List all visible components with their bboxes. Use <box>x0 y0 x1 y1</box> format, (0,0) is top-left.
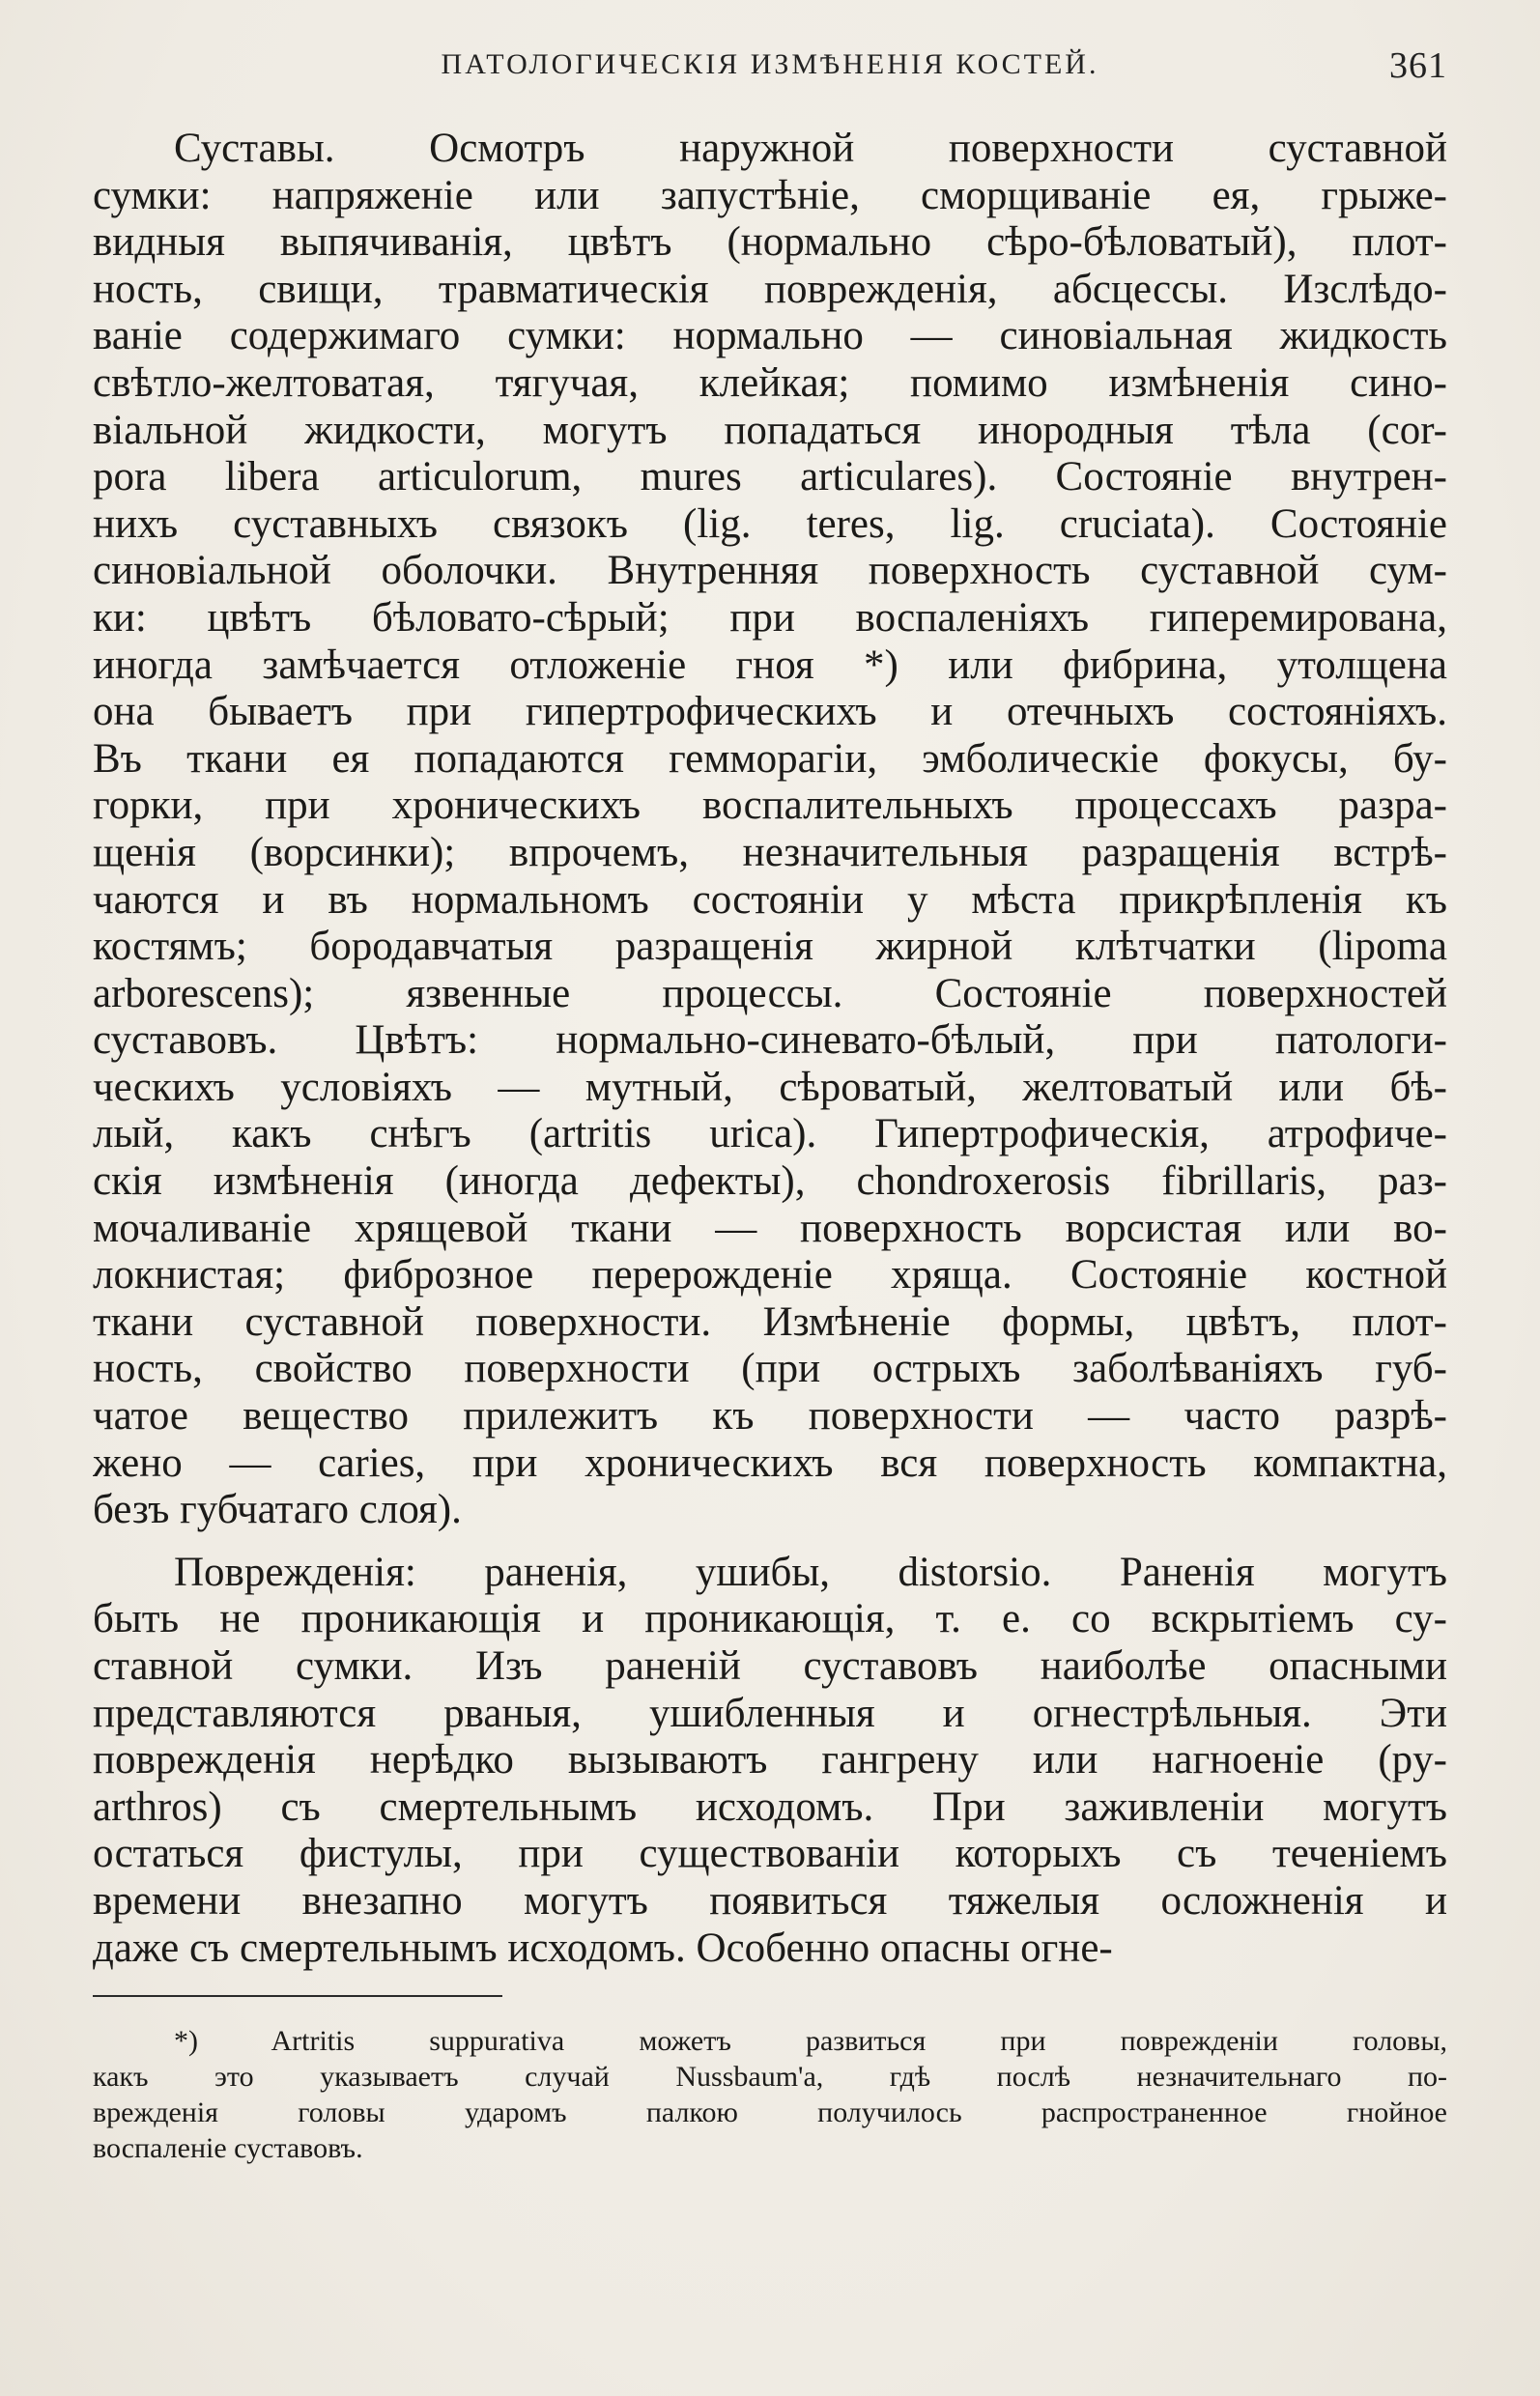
text-line: arborescens); язвенные процессы. Состояніе поверхностей <box>93 970 1447 1016</box>
text-line: ность, свищи, травматическія поврежденія, абсцессы. Изслѣдо- <box>93 266 1447 312</box>
text-line: времени внезапно могутъ появиться тяжелыя осложненія и <box>93 1877 1447 1924</box>
body-text <box>93 126 1447 1972</box>
footnote-line: воспаленіе суставовъ. <box>93 2132 363 2164</box>
text-line: даже съ смертельнымъ исходомъ. Особенно опасны огне- <box>93 1925 1113 1971</box>
text-line: остаться фистулы, при существованіи которыхъ съ теченіемъ <box>93 1831 1447 1877</box>
footnote-line: какъ это указываетъ случай Nussbaum'a, гдѣ послѣ незначительнаго по- <box>93 2061 1447 2093</box>
text-line: arthros) съ смертельнымъ исходомъ. При заживленіи могутъ <box>93 1783 1447 1830</box>
text-line: Суставы. Осмотръ наружной поверхности суставной <box>174 126 1447 171</box>
footnote <box>93 2023 1447 2166</box>
running-title: ПАТОЛОГИЧЕСКІЯ ИЗМѢНЕНІЯ КОСТЕЙ. <box>441 48 1099 80</box>
paragraph-gap <box>93 1534 1447 1550</box>
running-head <box>93 44 1447 87</box>
text-line: ность, свойство поверхности (при острыхъ заболѣваніяхъ губ- <box>93 1346 1447 1392</box>
text-line: быть не проникающія и проникающія, т. е. со вскрытіемъ су- <box>93 1596 1447 1642</box>
text-line: ки: цвѣтъ бѣловато-сѣрый; при воспаленіяхъ гиперемирована, <box>93 594 1447 641</box>
footnote-line: *) Artritis suppurativa можетъ развиться при поврежденіи головы, <box>174 2025 1447 2057</box>
paragraph <box>93 1550 1447 1972</box>
text-line: поврежденія нерѣдко вызываютъ гангрену или нагноеніе (py- <box>93 1737 1447 1783</box>
text-line: Поврежденія: раненія, ушибы, distorsio. Раненія могутъ <box>174 1549 1447 1595</box>
footnote-line: врежденія головы ударомъ палкою получилось распространенное гнойное <box>93 2096 1447 2128</box>
text-line: она бываетъ при гипертрофическихъ и отечныхъ состояніяхъ. <box>93 689 1447 735</box>
text-line: горки, при хроническихъ воспалительныхъ процессахъ разра- <box>93 783 1447 829</box>
text-line: локнистая; фиброзное перерожденіе хряща. Состояніе костной <box>93 1252 1447 1298</box>
text-line: нихъ суставныхъ связокъ (lig. teres, lig. cruciata). Состояніе <box>93 500 1447 547</box>
text-line: щенія (ворсинки); впрочемъ, незначительныя разращенія встрѣ- <box>93 829 1447 875</box>
text-line: видныя выпячиванія, цвѣтъ (нормально сѣро-бѣловатый), плот- <box>93 219 1447 266</box>
text-line: віальной жидкости, могутъ попадаться инородныя тѣла (cor- <box>93 407 1447 453</box>
paragraph <box>93 126 1447 1534</box>
text-line: представляются рваныя, ушибленныя и огнестрѣльныя. Эти <box>93 1690 1447 1736</box>
text-line: Въ ткани ея попадаются геммoрагіи, эмболическіе фокусы, бу- <box>93 735 1447 782</box>
text-line: безъ губчатаго слоя). <box>93 1487 462 1533</box>
text-line: сумки: напряженіе или запустѣніе, сморщиваніе ея, грыже- <box>93 172 1447 218</box>
text-line: свѣтло-желтоватая, тягучая, клейкая; помимо измѣненія сино- <box>93 359 1447 406</box>
text-line: жено — caries, при хроническихъ вся поверхность компактна, <box>93 1440 1447 1486</box>
page-number: 361 <box>1389 45 1447 86</box>
text-line: ставной сумки. Изъ раненій суставовъ наиболѣе опасными <box>93 1643 1447 1689</box>
text-line: скія измѣненія (иногда дефекты), chondroxerosis fibrillaris, раз- <box>93 1158 1447 1205</box>
text-line: суставовъ. Цвѣтъ: нормально-синевато-бѣлый, при патологи- <box>93 1017 1447 1064</box>
text-line: мочаливаніе хрящевой ткани — поверхность ворсистая или во- <box>93 1205 1447 1251</box>
text-line: ваніе содержимаго сумки: нормально — синовіальная жидкость <box>93 313 1447 359</box>
text-line: костямъ; бородавчатыя разращенія жирной клѣтчатки (lipoma <box>93 924 1447 970</box>
footnote-rule <box>93 1995 502 1997</box>
text-line: pora libera articulorum, mures articulares). Состояніе внутрен- <box>93 454 1447 500</box>
text-line: ткани суставной поверхности. Измѣненіе формы, цвѣтъ, плот- <box>93 1298 1447 1345</box>
text-line: чаются и въ нормальномъ состояніи у мѣста прикрѣпленія къ <box>93 876 1447 923</box>
text-line: иногда замѣчается отложеніе гноя *) или фибрина, утолщена <box>93 642 1447 688</box>
text-line: чатое вещество прилежитъ къ поверхности — часто разрѣ- <box>93 1393 1447 1440</box>
text-line: синовіальной оболочки. Внутренняя поверхность суставной сум- <box>93 548 1447 594</box>
text-line: ческихъ условіяхъ — мутный, сѣроватый, желтоватый или бѣ- <box>93 1064 1447 1110</box>
text-line: лый, какъ снѣгъ (artritis urica). Гипертрофическія, атрофиче- <box>93 1111 1447 1157</box>
